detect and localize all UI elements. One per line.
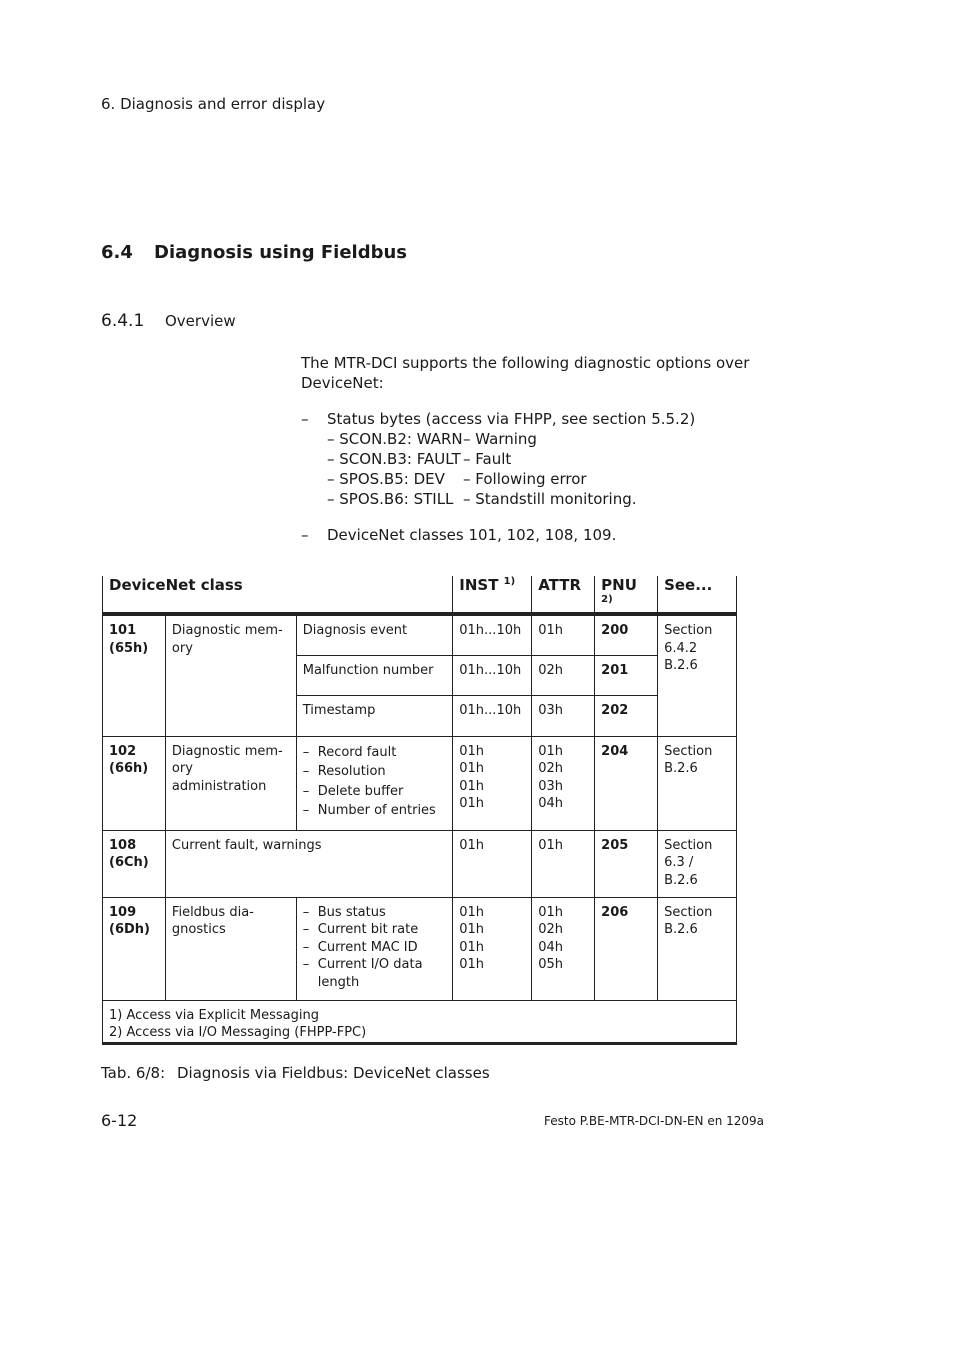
header-see: See...: [658, 576, 737, 614]
inst-values: 01h 01h 01h 01h: [453, 736, 532, 830]
see-ref-109: Section B.2.6: [658, 897, 737, 1000]
inst-value: 01h: [453, 830, 532, 897]
attr-value: 02h: [532, 655, 595, 695]
attr-item: Timestamp: [296, 695, 453, 736]
attr-values: 01h 02h 04h 05h: [532, 897, 595, 1000]
caption-label: Tab. 6/8:: [101, 1064, 166, 1082]
header-attr: ATTR: [532, 576, 595, 614]
section-heading: [101, 242, 407, 263]
footnote: 1) Access via Explicit Messaging: [109, 1007, 319, 1023]
class-desc-109: Fieldbus dia- gnostics: [165, 897, 296, 1000]
status-item: – SCON.B2: WARN– Warning: [327, 430, 537, 448]
status-item: – SPOS.B6: STILL – Standstill monitoring.: [327, 490, 637, 508]
see-ref-108: Section 6.3 / B.2.6: [658, 830, 737, 897]
bullet-text: DeviceNet classes 101, 102, 108, 109.: [327, 526, 617, 544]
header-inst: INST $^{1)}$: [453, 576, 532, 614]
attr-value: 01h: [532, 614, 595, 655]
status-bytes-bullet: [301, 409, 695, 509]
status-item: – SPOS.B5: DEV – Following error: [327, 470, 587, 488]
attr-item: Malfunction number: [296, 655, 453, 695]
table-row: [103, 830, 737, 897]
subsection-number: 6.4.1: [101, 311, 145, 331]
status-item: – SCON.B3: FAULT – Fault: [327, 450, 512, 468]
pnu-value: 202: [595, 695, 658, 736]
table-row: [103, 614, 737, 655]
pnu-value: 204: [595, 736, 658, 830]
class-desc-108: Current fault, warnings: [165, 830, 452, 897]
attr-item-list: – Bus status – Current bit rate – Current MAC ID – Current I/O data length: [296, 897, 453, 1000]
attr-value: 03h: [532, 695, 595, 736]
table-caption: [101, 1064, 490, 1082]
caption-text: Diagnosis via Fieldbus: DeviceNet classes: [177, 1064, 490, 1082]
devicenet-classes-table: [102, 576, 737, 1045]
status-item-list: [301, 429, 695, 509]
bullet-dash: –: [301, 526, 309, 544]
inst-value: 01h...10h: [453, 655, 532, 695]
inst-value: 01h...10h: [453, 614, 532, 655]
table-row: [103, 897, 737, 1000]
footnote: 2) Access via I/O Messaging (FHPP-FPC): [109, 1025, 367, 1040]
attr-value: 01h: [532, 830, 595, 897]
header-pnu: PNU $^{2)}$: [595, 576, 658, 614]
pnu-value: 206: [595, 897, 658, 1000]
attr-values: 01h 02h 03h 04h: [532, 736, 595, 830]
see-ref-102: Section B.2.6: [658, 736, 737, 830]
class-desc-102: Diagnostic mem- ory administration: [165, 736, 296, 830]
bullet-text: Status bytes (access via FHPP, see section 5.5.2): [327, 410, 696, 428]
attr-item: Diagnosis event: [296, 614, 453, 655]
inst-values: 01h 01h 01h 01h: [453, 897, 532, 1000]
header-devicenet-class: DeviceNet class: [103, 576, 453, 614]
class-id-101: 101 (65h): [103, 614, 166, 736]
running-header: 6. Diagnosis and error display: [101, 95, 326, 113]
class-id-102: 102 (66h): [103, 736, 166, 830]
class-desc-101: Diagnostic mem- ory: [165, 614, 296, 736]
bullet-dash: –: [301, 410, 309, 428]
subsection-heading: [101, 311, 236, 331]
class-id-109: 109 (6Dh): [103, 897, 166, 1000]
intro-line: DeviceNet:: [301, 374, 384, 392]
subsection-title: Overview: [165, 312, 236, 330]
table-row: [103, 736, 737, 830]
document-reference: Festo P.BE-MTR-DCI-DN-EN en 1209a: [544, 1114, 765, 1128]
classes-bullet: [301, 525, 616, 545]
pnu-value: 205: [595, 830, 658, 897]
table-footnotes: [103, 1000, 737, 1043]
table-footnotes-row: [103, 1000, 737, 1043]
page-number: 6-12: [101, 1111, 138, 1130]
see-ref-101: Section 6.4.2 B.2.6: [658, 614, 737, 736]
inst-value: 01h...10h: [453, 695, 532, 736]
intro-paragraph: [301, 353, 749, 393]
section-title: Diagnosis using Fieldbus: [154, 242, 407, 263]
class-id-108: 108 (6Ch): [103, 830, 166, 897]
table-header-row: [103, 576, 737, 614]
attr-item-list: – Record fault – Resolution – Delete buffer – Number of entries: [296, 736, 453, 830]
pnu-value: 201: [595, 655, 658, 695]
section-number: 6.4: [101, 242, 133, 263]
pnu-value: 200: [595, 614, 658, 655]
intro-line: The MTR-DCI supports the following diagnostic options over: [301, 354, 750, 372]
